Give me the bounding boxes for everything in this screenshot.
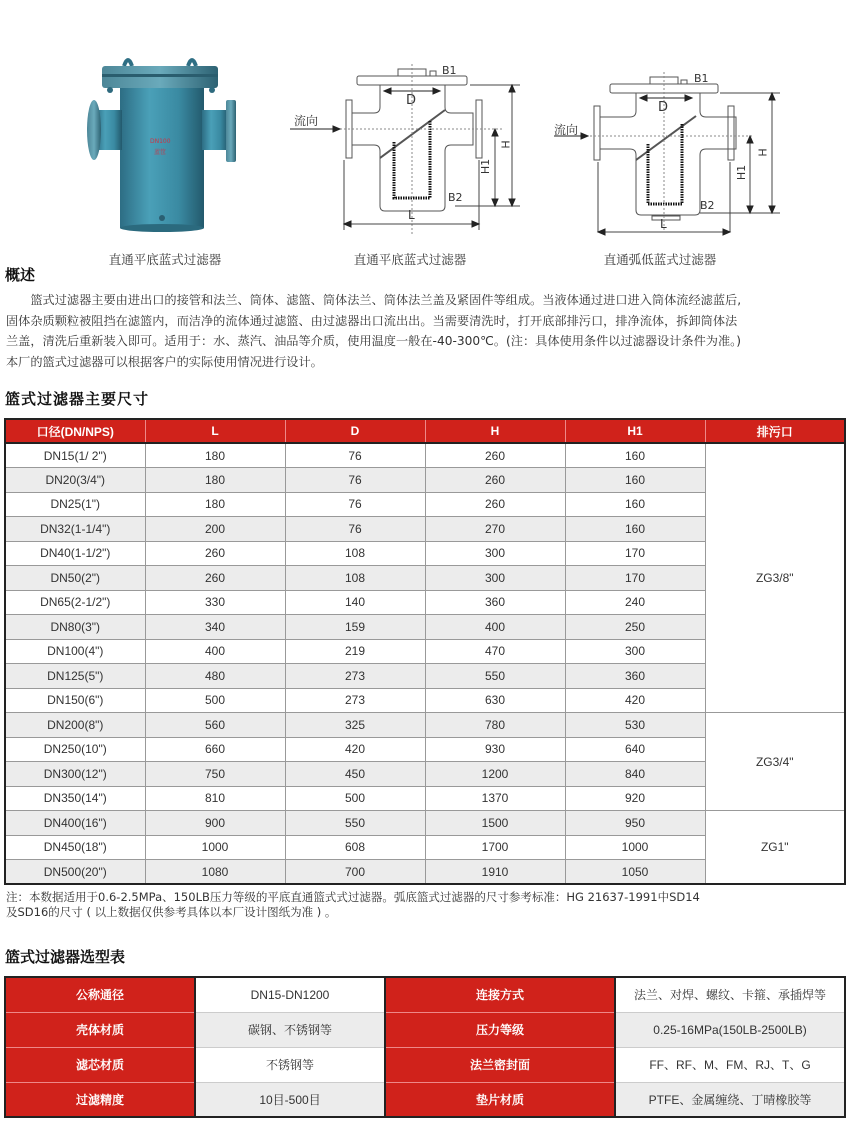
cell-l: 750 [145,762,285,787]
cell-drain: ZG3/8" [705,443,845,713]
selection-table [4,976,846,1118]
label-d: D [658,100,669,115]
cell-size: DN32(1-1/4") [5,517,145,542]
cell-l: 400 [145,639,285,664]
selection-value: PTFE、金属缠绕、丁晴橡胶等 [615,1082,845,1117]
selection-value: DN15-DN1200 [195,977,385,1012]
cell-size: DN100(4") [5,639,145,664]
cell-h: 260 [425,492,565,517]
cell-drain: ZG3/4" [705,713,845,811]
selection-value: 不锈钢等 [195,1047,385,1082]
cell-size: DN25(1") [5,492,145,517]
cell-d: 550 [285,811,425,836]
cell-h1: 420 [565,688,705,713]
label-b2: B2 [448,191,463,204]
column-header-h1: H1 [565,419,705,443]
cell-l: 900 [145,811,285,836]
label-h1: H1 [735,164,749,181]
cell-d: 273 [285,664,425,689]
figure-caption-flat: 直通平底蓝式过滤器 [353,252,467,267]
selection-key: 过滤精度 [5,1082,195,1117]
cell-h1: 1000 [565,835,705,860]
figure-caption-arc: 直通弧低蓝式过滤器 [603,252,717,267]
label-b2: B2 [700,199,715,212]
selection-key: 滤芯材质 [5,1047,195,1082]
selection-key: 法兰密封面 [385,1047,615,1082]
selection-row [5,1047,845,1082]
cell-h: 300 [425,541,565,566]
cell-size: DN15(1/ 2") [5,443,145,468]
cell-size: DN65(2-1/2") [5,590,145,615]
cell-h1: 170 [565,541,705,566]
cell-h: 1370 [425,786,565,811]
cell-d: 159 [285,615,425,640]
cell-h: 260 [425,443,565,468]
selection-key: 公称通径 [5,977,195,1012]
cell-d: 108 [285,541,425,566]
cell-drain: ZG1" [705,811,845,885]
cell-h1: 160 [565,492,705,517]
svg-text:蓝筐: 蓝筐 [154,149,167,156]
cell-h: 270 [425,517,565,542]
cell-h: 630 [425,688,565,713]
svg-text:DN100: DN100 [150,138,171,145]
cell-l: 180 [145,443,285,468]
cell-h: 260 [425,468,565,493]
basket-strainer-photo-icon [80,48,250,233]
selection-key: 垫片材质 [385,1082,615,1117]
overview-line: 篮式过滤器主要由进出口的接管和法兰、筒体、滤篮、筒体法兰、筒体法兰盖及紧固件等组成。当液体通过进口进入筒体流经滤蓝后, [6,293,742,307]
cell-l: 180 [145,492,285,517]
cell-h: 1910 [425,860,565,885]
cell-h: 780 [425,713,565,738]
cell-h: 1700 [425,835,565,860]
cell-size: DN20(3/4") [5,468,145,493]
selection-row [5,977,845,1012]
cell-l: 1080 [145,860,285,885]
cell-size: DN250(10") [5,737,145,762]
label-b1: B1 [442,64,457,77]
dimensions-table [4,418,846,885]
selection-value: 0.25-16MPa(150LB-2500LB) [615,1012,845,1047]
cell-l: 560 [145,713,285,738]
cell-d: 700 [285,860,425,885]
label-b1: B1 [694,72,709,85]
cell-h1: 1050 [565,860,705,885]
overview-line: 兰盖，清洗后重新装入即可。适用于：水、蒸汽、油品等介质，使用温度一般在-40-300℃。(注：具体使用条件以过滤器设计条件为准。) [6,334,741,348]
cell-size: DN200(8") [5,713,145,738]
selection-value: 碳钢、不锈钢等 [195,1012,385,1047]
overview-paragraph [6,290,846,372]
table-row [5,713,845,738]
cell-d: 420 [285,737,425,762]
overview-line: 本厂的篮式过滤器可以根据客户的实际使用情况进行设计。 [6,354,323,369]
cell-h1: 300 [565,639,705,664]
label-h: H [499,140,513,149]
cell-d: 500 [285,786,425,811]
label-h: H [756,148,770,157]
cell-h1: 240 [565,590,705,615]
cell-l: 260 [145,541,285,566]
cell-d: 76 [285,492,425,517]
cell-h1: 160 [565,517,705,542]
cell-l: 180 [145,468,285,493]
label-h1: H1 [479,158,493,175]
cell-h1: 170 [565,566,705,591]
column-header-l: L [145,419,285,443]
label-flow: 流向 [554,123,579,137]
cell-h: 930 [425,737,565,762]
cell-d: 273 [285,688,425,713]
technical-drawing-flat [280,50,560,240]
cell-h1: 360 [565,664,705,689]
selection-row [5,1012,845,1047]
cell-h: 1200 [425,762,565,787]
cell-d: 325 [285,713,425,738]
cell-h1: 920 [565,786,705,811]
cell-l: 260 [145,566,285,591]
cell-size: DN400(16") [5,811,145,836]
cell-d: 76 [285,468,425,493]
cell-h1: 640 [565,737,705,762]
cell-h: 400 [425,615,565,640]
cell-d: 450 [285,762,425,787]
cell-size: DN125(5") [5,664,145,689]
selection-value: 法兰、对焊、螺纹、卡箍、承插焊等 [615,977,845,1012]
cell-l: 330 [145,590,285,615]
cell-l: 200 [145,517,285,542]
table-row [5,811,845,836]
cell-h: 550 [425,664,565,689]
cell-size: DN500(20") [5,860,145,885]
overview-title: 概述 [5,266,36,284]
cell-h: 470 [425,639,565,664]
column-header-size: 口径(DN/NPS) [5,419,145,443]
cell-l: 810 [145,786,285,811]
figure-caption-photo: 直通平底蓝式过滤器 [108,252,222,267]
cell-size: DN350(14") [5,786,145,811]
cell-h1: 160 [565,443,705,468]
cell-size: DN150(6") [5,688,145,713]
cell-d: 219 [285,639,425,664]
cell-h1: 250 [565,615,705,640]
cell-d: 76 [285,443,425,468]
cell-h: 360 [425,590,565,615]
label-flow: 流向 [294,114,319,128]
cell-d: 140 [285,590,425,615]
selection-key: 压力等级 [385,1012,615,1047]
cell-h1: 530 [565,713,705,738]
cell-d: 608 [285,835,425,860]
cell-size: DN50(2") [5,566,145,591]
cell-h1: 840 [565,762,705,787]
cell-l: 500 [145,688,285,713]
dimensions-note [6,890,846,920]
table-header-row [5,419,845,443]
note-line: 注：本数据适用于0.6-2.5MPa、150LB压力等级的平底直通篮式式过滤器。弧底篮式过滤器的尺寸参考标准：HG 21637-1991中SD14 [6,890,700,904]
selection-value: FF、RF、M、FM、RJ、T、G [615,1047,845,1082]
table-row [5,443,845,468]
cell-size: DN300(12") [5,762,145,787]
cell-l: 340 [145,615,285,640]
cell-d: 108 [285,566,425,591]
label-l: L [660,217,667,231]
cell-h: 300 [425,566,565,591]
column-header-drain: 排污口 [705,419,845,443]
cell-l: 480 [145,664,285,689]
technical-drawing-arc [550,50,848,240]
label-d: D [406,93,417,108]
selection-key: 连接方式 [385,977,615,1012]
cell-h1: 160 [565,468,705,493]
cell-h: 1500 [425,811,565,836]
product-photo [80,48,250,233]
cell-d: 76 [285,517,425,542]
selection-title: 篮式过滤器选型表 [5,948,126,966]
selection-key: 壳体材质 [5,1012,195,1047]
cell-h1: 950 [565,811,705,836]
note-line: 及SD16的尺寸 ( 以上数据仅供参考具体以本厂设计图纸为准 ) 。 [6,905,337,919]
cell-size: DN40(1-1/2") [5,541,145,566]
overview-line: 固体杂质颗粒被阻挡在滤篮内，而洁净的流体通过滤篮、由过滤器出口流出出。当需要清洗时，打开底部排污口，排净流体，拆卸筒体法 [6,313,738,328]
column-header-h: H [425,419,565,443]
column-header-d: D [285,419,425,443]
cell-size: DN450(18") [5,835,145,860]
selection-value: 10目-500目 [195,1082,385,1117]
cell-size: DN80(3") [5,615,145,640]
label-l: L [408,208,415,222]
dimensions-title: 篮式过滤器主要尺寸 [5,390,150,408]
selection-row [5,1082,845,1117]
cell-l: 1000 [145,835,285,860]
cell-l: 660 [145,737,285,762]
strainer-drawing-flat-icon [280,50,560,240]
